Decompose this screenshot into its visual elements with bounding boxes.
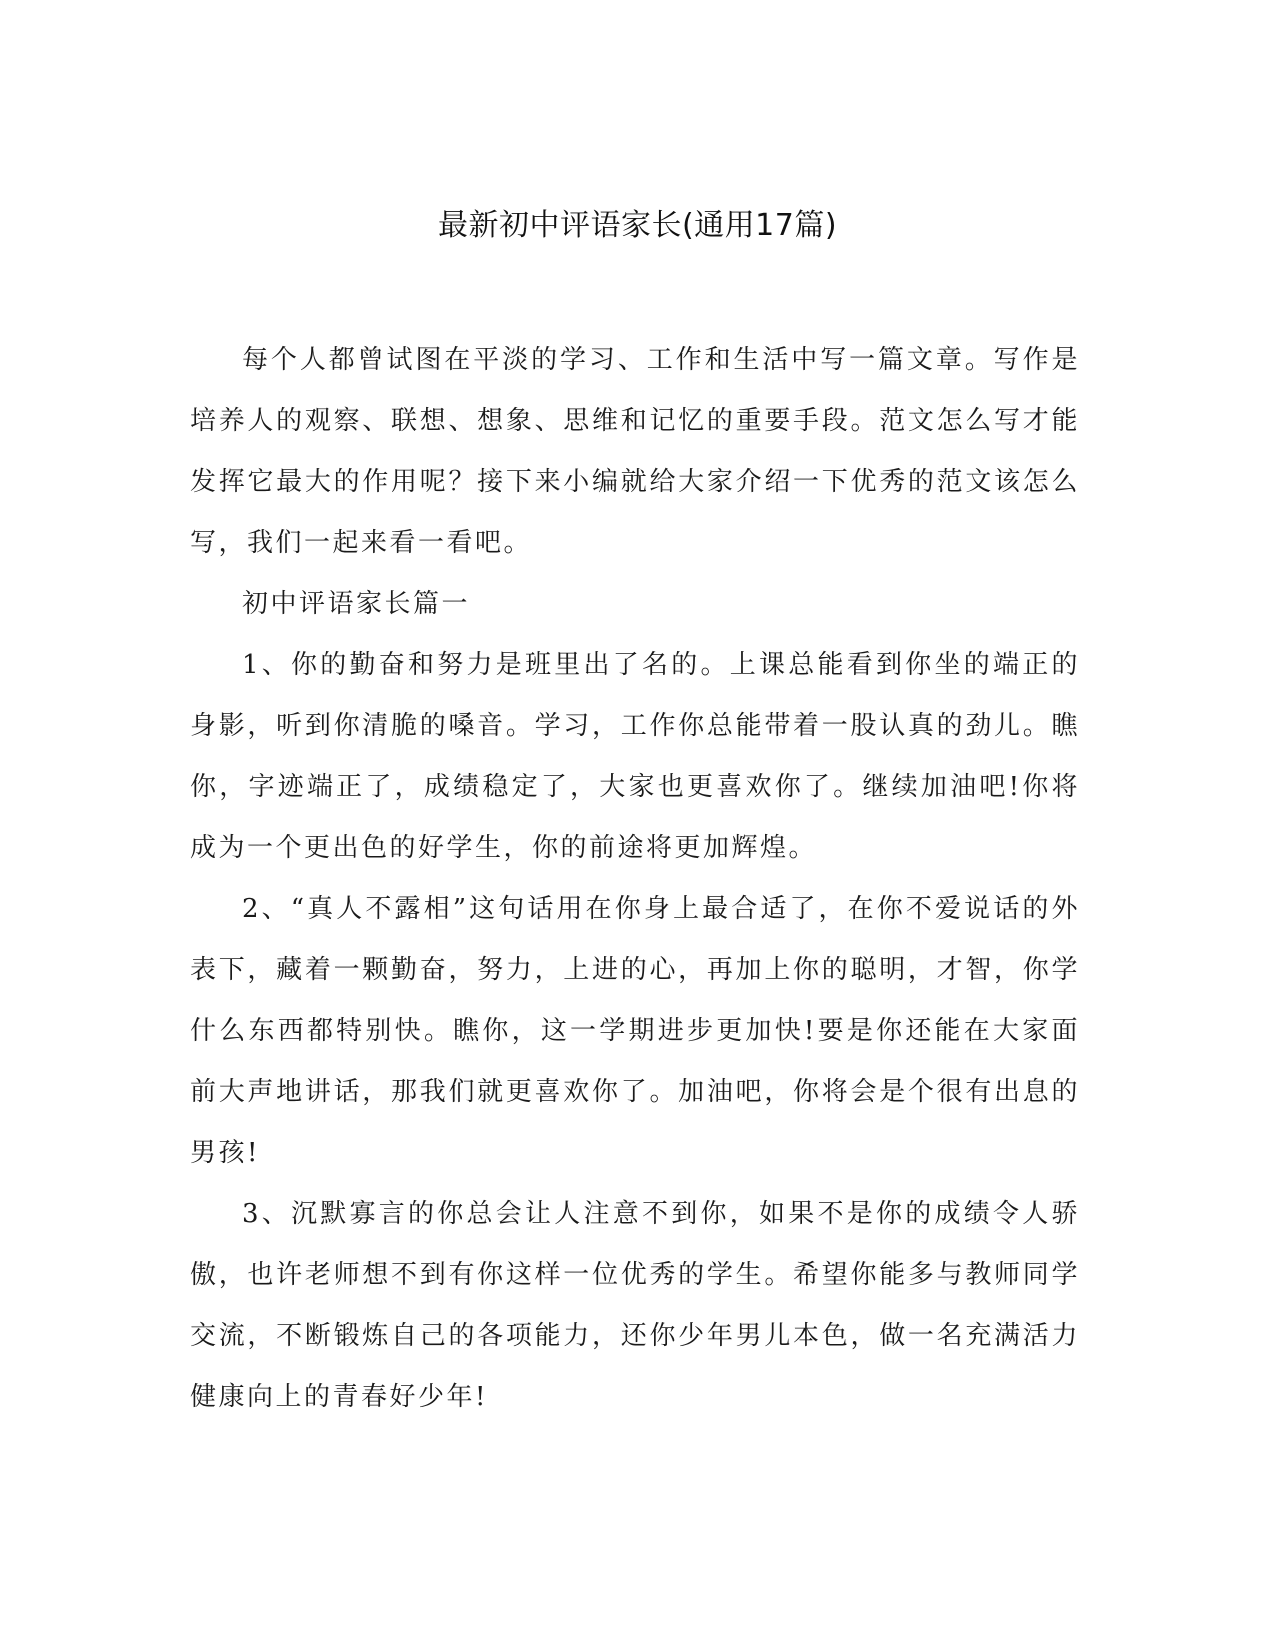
document-body (190, 330, 1080, 1428)
comment-paragraph-2: 2、“真人不露相”这句话用在你身上最合适了，在你不爱说话的外表下，藏着一颗勤奋，努力，上进的心，再加上你的聪明，才智，你学什么东西都特别快。瞧你，这一学期进步更加快!要是你还能在大家面前大声地讲话，那我们就更喜欢你了。加油吧，你将会是个很有出息的男孩! (190, 894, 1080, 1168)
section-heading: 初中评语家长篇一 (242, 589, 471, 619)
document-title: 最新初中评语家长(通用17篇) (437, 208, 838, 243)
comment-paragraph-1: 1、你的勤奋和努力是班里出了名的。上课总能看到你坐的端正的身影，听到你清脆的嗓音。学习，工作你总能带着一股认真的劲儿。瞧你，字迹端正了，成绩稳定了，大家也更喜欢你了。继续加油吧!你将成为一个更出色的好学生，你的前途将更加辉煌。 (190, 650, 1080, 863)
comment-paragraph-3: 3、沉默寡言的你总会让人注意不到你，如果不是你的成绩令人骄傲，也许老师想不到有你这样一位优秀的学生。希望你能多与教师同学交流，不断锻炼自己的各项能力，还你少年男儿本色，做一名充满活力健康向上的青春好少年! (190, 1199, 1080, 1412)
intro-paragraph: 每个人都曾试图在平淡的学习、工作和生活中写一篇文章。写作是培养人的观察、联想、想象、思维和记忆的重要手段。范文怎么写才能发挥它最大的作用呢？接下来小编就给大家介绍一下优秀的范文该怎么写，我们一起来看一看吧。 (190, 345, 1080, 558)
